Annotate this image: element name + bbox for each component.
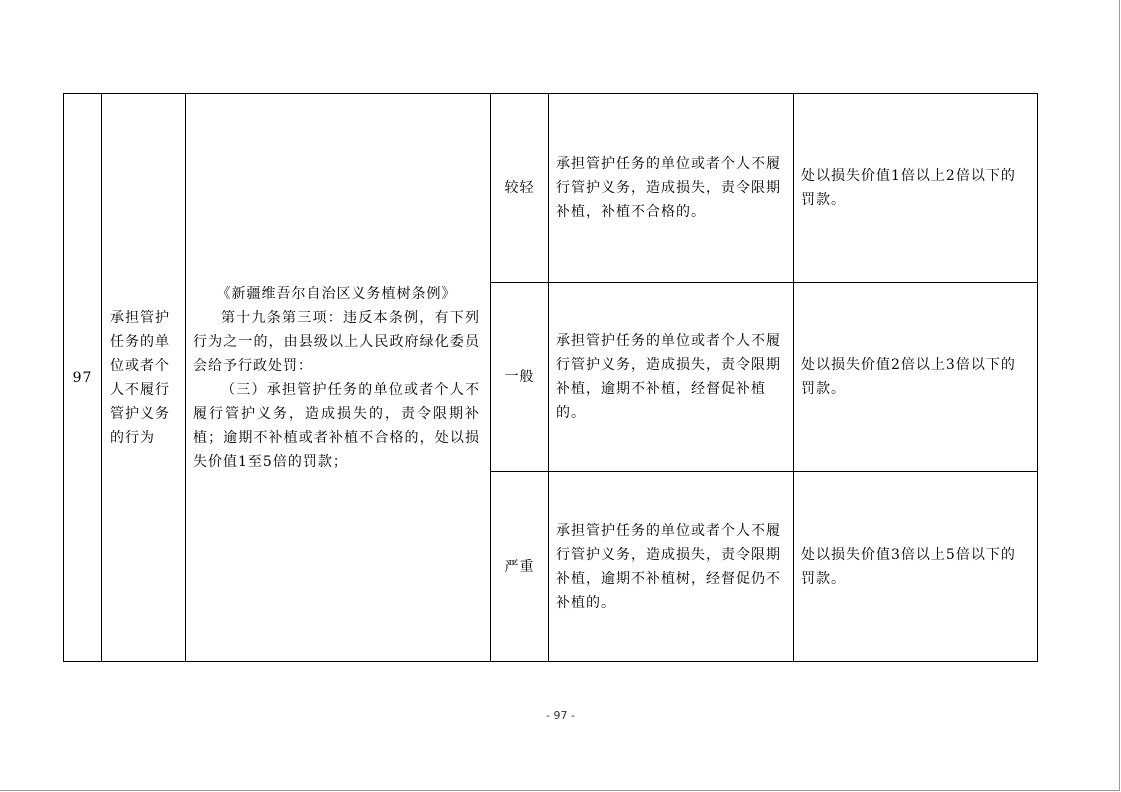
table-row (64, 94, 1038, 283)
legal-basis-cell (186, 94, 491, 662)
circumstance-text: 承担管护任务的单位或者个人不履行管护义务，造成损失，责令限期补植，逾期不补植树，经督促仍不补植的。 (556, 522, 781, 611)
level-cell: 一般 (491, 283, 549, 472)
penalty-standard-cell (794, 283, 1038, 472)
law-article: 第十九条第三项：违反本条例，有下列行为之一的，由县级以上人民政府绿化委员会给予行政处罚： (193, 309, 480, 374)
page-number: - 97 - (546, 709, 575, 722)
penalty-standard-cell (794, 94, 1038, 283)
circumstance-text: 承担管护任务的单位或者个人不履行管护义务，造成损失，责令限期补植，补植不合格的。 (556, 156, 781, 220)
row-number-cell: 97 (64, 94, 102, 662)
penalty-standard-text: 处以损失价值3倍以上5倍以下的罚款。 (801, 546, 1016, 587)
circumstance-cell (549, 472, 794, 662)
penalty-discretion-table (63, 93, 1038, 662)
circumstance-cell (549, 283, 794, 472)
level-cell: 较轻 (491, 94, 549, 283)
law-title: 《新疆维吾尔自治区义务植树条例》 (216, 285, 457, 302)
penalty-standard-cell (794, 472, 1038, 662)
circumstance-cell (549, 94, 794, 283)
penalty-standard-text: 处以损失价值2倍以上3倍以下的罚款。 (801, 357, 1016, 397)
law-clause: （三）承担管护任务的单位或者个人不履行管护义务，造成损失的，责令限期补植；逾期不补植或者补植不合格的，处以损失价值1至5倍的罚款； (193, 381, 480, 470)
penalty-standard-text: 处以损失价值1倍以上2倍以下的罚款。 (801, 168, 1016, 208)
violation-item-cell: 承担管护任务的单位或者个人不履行管护义务的行为 (102, 94, 186, 662)
level-cell: 严重 (491, 472, 549, 662)
circumstance-text: 承担管护任务的单位或者个人不履行管护义务，造成损失，责令限期补植，逾期不补植，经督促补植的。 (556, 333, 781, 421)
